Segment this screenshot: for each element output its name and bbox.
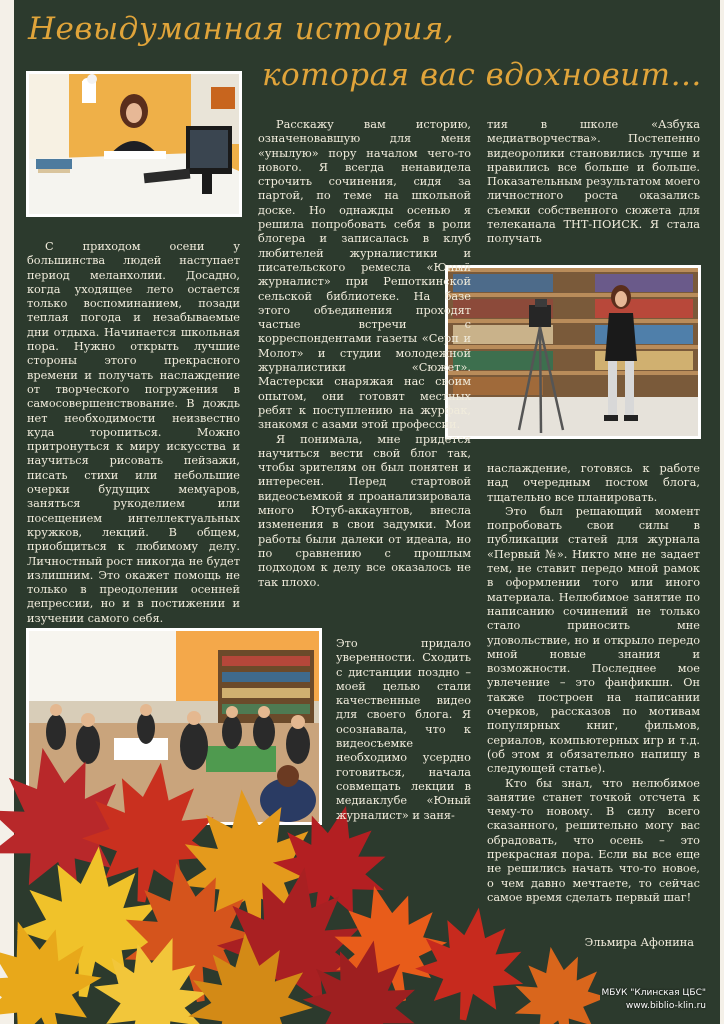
photo-girl-at-desk	[26, 71, 242, 217]
author-name: Эльмира Афонина	[584, 936, 694, 949]
paragraph: тия в школе «Азбука медиатворчества». Постепенно видеоролики становились лучше и нравились все больше и больше. Показательным результатом моего личностного роста оказались съемки собственного сюжета для телеканала ТНТ-ПОИСК. Я стала получать	[487, 118, 700, 246]
paragraph: С приходом осени у большинства людей наступает период меланхолии. Досадно, когда уходящее лето остается только воспоминанием, позади теплая погода и незабываемые дни отдыха. Начинается школьная пора. Нужно открыть лучшие стороны этого прекрасного времени и получать наслаждение от творческого погружения в самосовершенствование. В дождь нет необходимости неизвестно куда торопиться. Можно притронуться к миру искусства и научиться рисовать пейзажи, писать стихи или небольшие очерки будущих мемуаров, заняться рукоделием или посещением интеллектуальных кружков, лекций. В общем, приобщиться к любимому делу. Личностный рост никогда не будет излишним. Это окажет помощь не только в преодолении осенней депрессии, но и в постижении и изучении самого себя.	[27, 240, 240, 625]
paragraph: наслаждение, готовясь к работе над очередным постом блога, тщательно все планировать.	[487, 462, 700, 504]
watermark-org: МБУК "Клинская ЦБС"	[601, 988, 706, 998]
paragraph: Кто бы знал, что нелюбимое занятие станет точкой отсчета к чему-то новому. В силу всего сказанного, решительно могу вас обрадовать, что осень – это прекрасная пора. Если вы все еще не решились начать что-то новое, о чем давно мечтаете, то сейчас самое время сделать первый шаг!	[487, 776, 700, 904]
article-column-3	[487, 462, 700, 905]
photo-blogger-with-camera	[445, 265, 701, 439]
article-column-1	[27, 240, 240, 626]
paragraph: Я понимала, мне придется научиться вести свой блог так, чтобы зрителям он был понятен и интересен. Перед стартовой видеосъемкой я проанализировала много Ютуб-аккаунтов, внесла изменения в свои задумки. Мои работы были далеки от идеала, но по сравнению с прошлым подходом к делу все оказалось не так плохо.	[258, 432, 471, 589]
article-column-2	[258, 118, 471, 590]
paragraph: Это был решающий момент попробовать свои силы в публикации статей для журнала «Первый №». Никто мне не задает тем, не ставит передо мной рамок в оформлении того или иного материала. Нелюбимое занятие по написанию сочинений не только стало приносить мне удовольствие, но и открыло передо мной новые знания и возможности. Последнее мое увлечение – это фанфикшн. Он также построен на написании очерков, рассказов по мотивам популярных книг, фильмов, сериалов, компьютерных игр и т.д. (об этом я обязательно напишу в следующей статье).	[487, 504, 700, 776]
watermark-url: www.biblio-klin.ru	[625, 1001, 706, 1011]
article-column-2-continued	[336, 637, 471, 823]
paragraph: Расскажу вам историю, означеновавшую для меня «унылую» пору началом чего-то нового. Я всегда ненавидела строчить сочинения, сидя за партой, по теме на школьной доске. Но однажды осенью я решила попробовать себя в роли блогера и записалась в клуб любителей журналистики и писательского ремесла «Юный журналист» при Решоткинской сельской библиотеке. На базе этого объединения проходят частые встречи с корреспондентами газеты «Серп и Молот» и студии молодежной журналистики «Сюжет». Мастерски снаряжая нас своим опытом, они готовят местных ребят к поступлению на журфак, знакомя с азами этой профессии.	[258, 118, 471, 432]
paragraph: Это придало уверенности. Сходить с дистанции поздно – моей целью стали качественные видео для своего блога. Я осознавала, что к видеосъемке необходимо усердно готовиться, начала совмещать лекции в медиаклубе «Юный журналист» и заня-	[336, 637, 471, 822]
headline-line-2: которая вас вдохновит…	[262, 57, 703, 93]
article-column-3-top	[487, 118, 700, 247]
headline-line-1: Невыдуманная история,	[28, 11, 455, 47]
